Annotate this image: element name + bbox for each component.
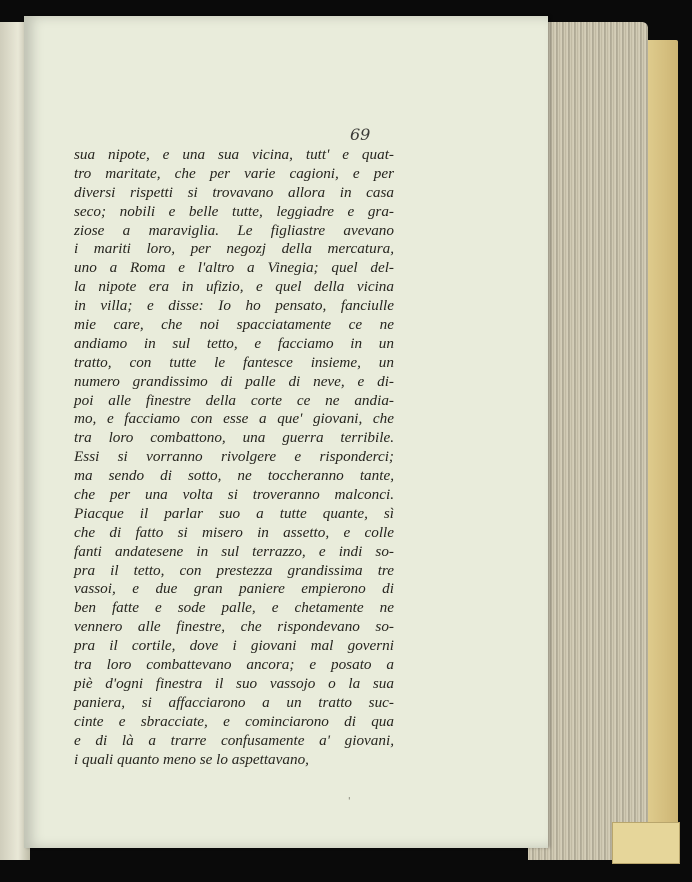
text-line: tratto, con tutte le fantesce insieme, un [74, 353, 394, 371]
text-line: andiamo in sul tetto, e facciamo in un [74, 334, 394, 352]
text-line: piè d'ogni finestra il suo vassojo o la sua [74, 674, 394, 692]
text-line: mie care, che noi spacciatamente ce ne [74, 316, 394, 334]
text-line: Piacque il parlar suo a tutte quante, sì [74, 504, 394, 522]
bottom-board [612, 822, 680, 864]
text-line: fanti andatesene in sul terrazzo, e indi so- [74, 542, 394, 560]
text-line: pra il tetto, con prestezza grandissima tre [74, 561, 394, 579]
text-line: i mariti loro, per negozj della mercatura, [74, 240, 394, 258]
text-line: la nipote era in ufizio, e quel della vicina [74, 278, 394, 296]
text-line: in villa; e disse: Io ho pensato, fanciulle [74, 297, 394, 315]
text-line: ben fatte e sode palle, e chetamente ne [74, 599, 394, 617]
text-line: tro maritate, che per varie cagioni, e per [74, 164, 394, 182]
text-line: uno a Roma e l'altro a Vinegia; quel del- [74, 259, 394, 277]
text-line: ma sendo di sotto, ne toccheranno tante, [74, 467, 394, 485]
text-line: diversi rispetti si trovavano allora in casa [74, 183, 394, 201]
text-line: vennero alle finestre, che rispondevano so- [74, 618, 394, 636]
text-line: che di fatto si misero in assetto, e colle [74, 523, 394, 541]
text-line: che per una volta si troveranno malconci. [74, 486, 394, 504]
text-line: pra il cortile, dove i giovani mal governi [74, 637, 394, 655]
text-line: ziose a maraviglia. Le figliastre avevano [74, 221, 394, 239]
book-page [24, 16, 548, 848]
text-line: tra loro combattono, una guerra terribile. [74, 429, 394, 447]
printer-mark: ' [348, 797, 351, 807]
text-line: mo, e facciamo con esse a que' giovani, che [74, 410, 394, 428]
text-line: e di là a trarre confusamente a' giovani, [74, 731, 394, 749]
text-line: poi alle finestre della corte ce ne andia- [74, 391, 394, 409]
text-line: paniera, si affacciarono a un tratto suc- [74, 693, 394, 711]
text-line: cinte e sbracciate, e cominciarono di qua [74, 712, 394, 730]
text-line: vassoi, e due gran paniere empierono di [74, 580, 394, 598]
text-line: i quali quanto meno se lo aspettavano, [74, 750, 309, 768]
body-text [74, 146, 394, 769]
text-line: tra loro combattevano ancora; e posato a [74, 656, 394, 674]
text-line: Essi si vorranno rivolgere e risponderci; [74, 448, 394, 466]
text-line: seco; nobili e belle tutte, leggiadre e gra- [74, 202, 394, 220]
text-line: numero grandissimo di palle di neve, e di- [74, 372, 394, 390]
text-line: sua nipote, e una sua vicina, tutt' e quat- [74, 146, 394, 163]
page-number: 69 [350, 125, 371, 144]
